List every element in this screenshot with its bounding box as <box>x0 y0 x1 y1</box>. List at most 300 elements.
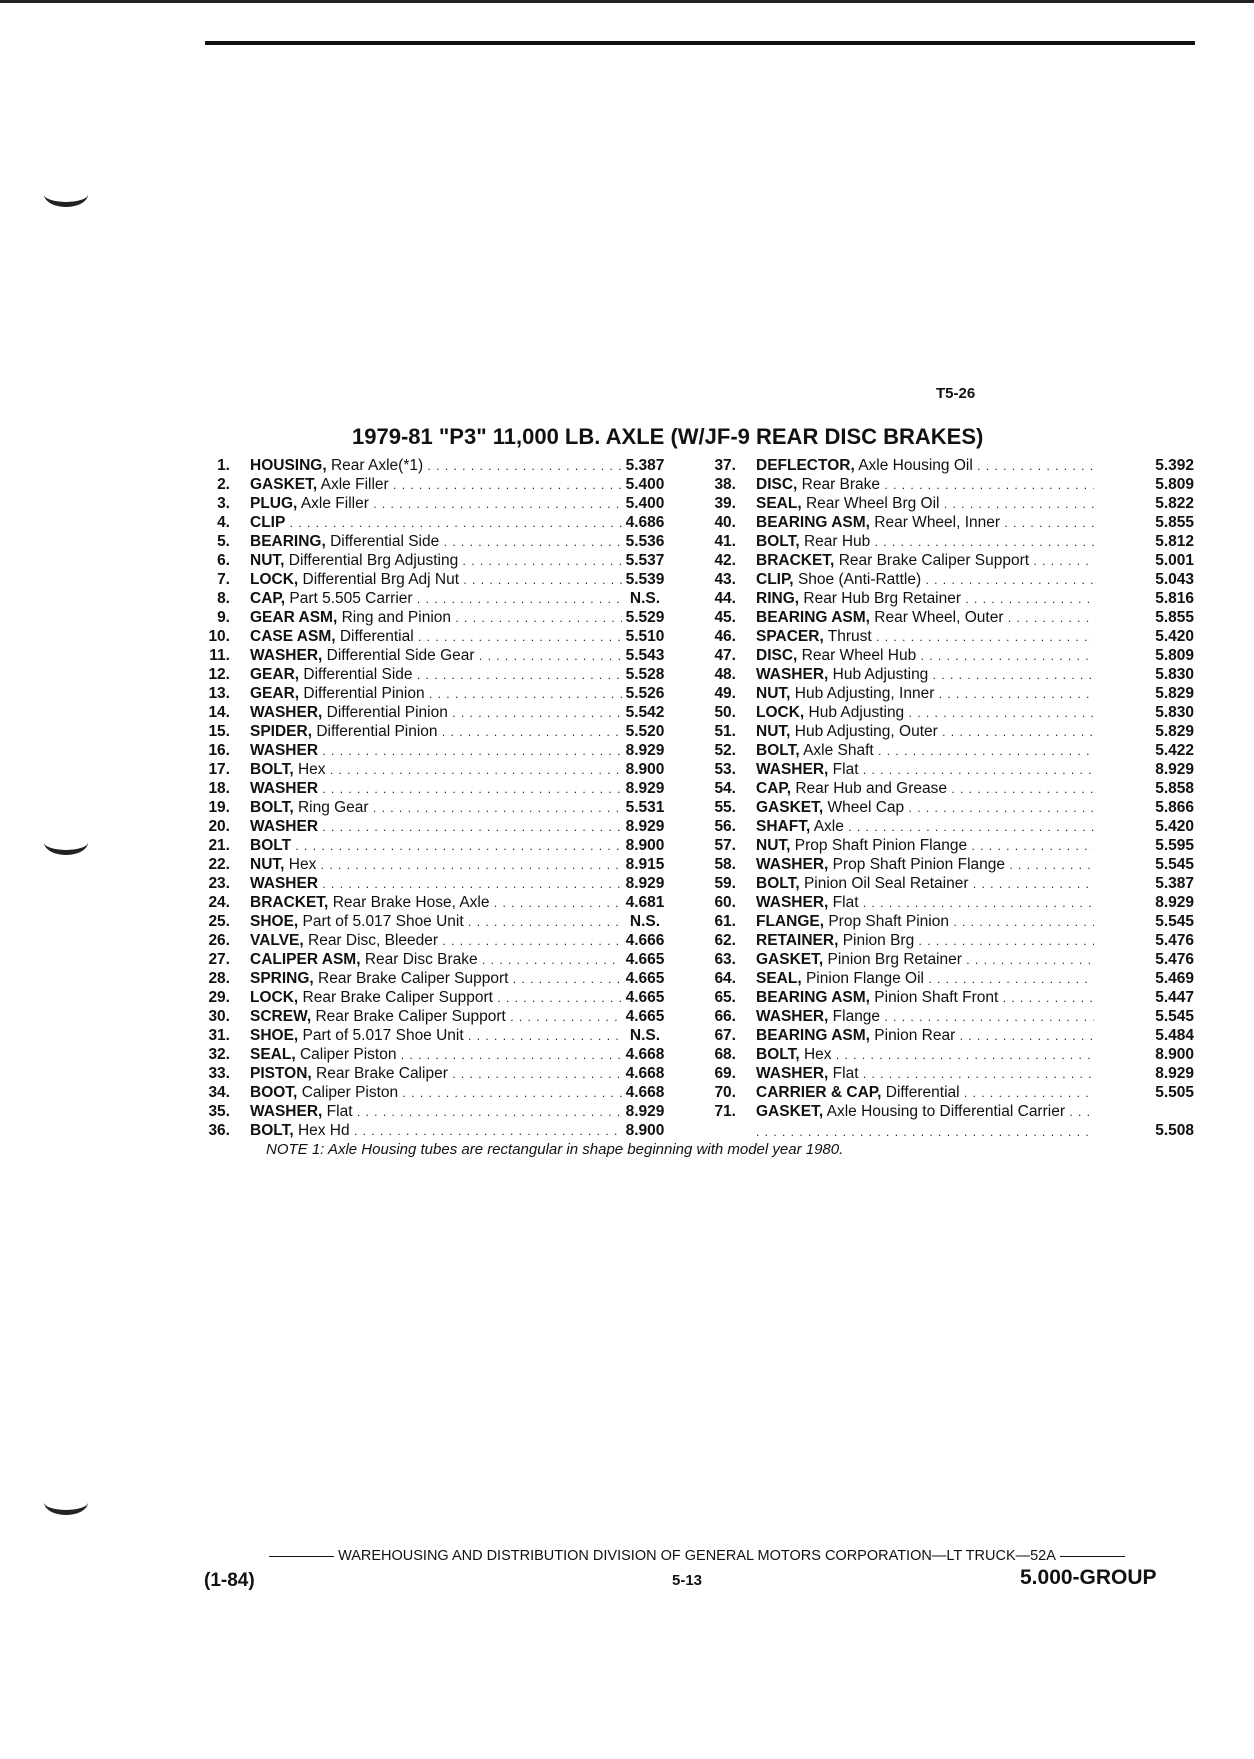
part-description <box>250 646 622 666</box>
part-row <box>200 589 680 608</box>
part-row <box>200 1045 680 1064</box>
part-row <box>200 855 680 874</box>
part-name: WASHER, <box>250 704 323 721</box>
part-description <box>756 513 1094 533</box>
part-row <box>200 703 680 722</box>
part-number: 24. <box>208 894 230 911</box>
part-row <box>706 551 1194 570</box>
part-detail: Thrust <box>827 628 872 645</box>
part-number: 36. <box>208 1122 230 1139</box>
part-name: BOLT, <box>756 742 800 759</box>
part-detail: Differential Side <box>303 666 413 683</box>
part-description <box>756 1007 1094 1027</box>
part-detail: Differential Pinion <box>303 685 425 702</box>
part-detail: Pinion Brg Retainer <box>827 951 962 968</box>
group-number: 5.542 <box>625 704 665 721</box>
part-name: WASHER, <box>756 1065 829 1082</box>
part-description <box>756 836 1094 856</box>
part-name: GASKET, <box>250 476 318 493</box>
group-number: 8.915 <box>625 856 665 873</box>
part-name: DISC, <box>756 647 798 664</box>
group-number: 8.900 <box>1155 1046 1194 1063</box>
part-description <box>756 741 1094 761</box>
part-name: BEARING, <box>250 533 326 550</box>
page-title: 1979-81 "P3" 11,000 LB. AXLE (W/JF-9 REAR DISC BRAKES) <box>352 424 984 449</box>
group-number: 4.668 <box>625 1065 665 1082</box>
part-name: NUT, <box>756 685 791 702</box>
group-number: N.S. <box>629 913 661 930</box>
part-row <box>706 665 1194 684</box>
group-number: 4.681 <box>625 894 665 911</box>
part-name: WASHER, <box>756 856 829 873</box>
part-description <box>250 760 622 780</box>
part-row <box>706 1102 1194 1140</box>
part-description <box>250 912 622 932</box>
part-description <box>756 1026 1094 1046</box>
part-name: NUT, <box>756 837 791 854</box>
part-description <box>756 950 1094 970</box>
punch-mark <box>44 182 88 207</box>
group-number: 5.422 <box>1155 742 1194 759</box>
group-number: 5.536 <box>625 533 665 550</box>
part-name: SHOE, <box>250 1027 299 1044</box>
part-name: BRACKET, <box>250 894 329 911</box>
part-description <box>250 988 622 1008</box>
part-row <box>706 950 1194 969</box>
group-number: 5.595 <box>1155 837 1194 854</box>
part-detail: Axle <box>813 818 844 835</box>
part-name: VALVE, <box>250 932 304 949</box>
part-name: CALIPER ASM, <box>250 951 361 968</box>
part-row <box>200 1026 680 1045</box>
part-name: LOCK, <box>250 989 299 1006</box>
part-row <box>706 570 1194 589</box>
group-number: 5.545 <box>1155 1008 1194 1025</box>
part-description <box>250 1045 622 1065</box>
group-number: 5.387 <box>625 457 665 474</box>
group-number: 5.505 <box>1155 1084 1194 1101</box>
part-name: LOCK, <box>756 704 805 721</box>
part-detail: Caliper Piston <box>301 1084 399 1101</box>
part-row <box>200 817 680 836</box>
part-number: 25. <box>208 913 230 930</box>
part-detail: Shoe (Anti-Rattle) <box>797 571 922 588</box>
part-row <box>200 570 680 589</box>
part-detail: Prop Shaft Pinion <box>828 913 949 930</box>
part-number: 44. <box>714 590 736 607</box>
part-name: DEFLECTOR, <box>756 457 855 474</box>
part-row <box>706 779 1194 798</box>
part-detail: Differential Pinion <box>316 723 438 740</box>
part-number: 1. <box>217 457 230 474</box>
part-detail: Axle Shaft <box>803 742 874 759</box>
part-description <box>756 551 1094 571</box>
part-name: SEAL, <box>250 1046 296 1063</box>
part-number: 39. <box>714 495 736 512</box>
part-description <box>756 589 1094 609</box>
part-number: 26. <box>208 932 230 949</box>
part-detail: Rear Brake Caliper Support <box>315 1008 506 1025</box>
group-number: 8.929 <box>625 1103 665 1120</box>
group-number: 5.447 <box>1155 989 1194 1006</box>
part-name: BOLT, <box>756 533 800 550</box>
part-detail: Pinion Flange Oil <box>805 970 925 987</box>
part-number: 5. <box>217 533 230 550</box>
part-description <box>756 1064 1094 1084</box>
part-number: 12. <box>208 666 230 683</box>
part-detail: Hex <box>297 761 326 778</box>
part-description <box>756 684 1094 704</box>
part-number: 11. <box>209 647 230 664</box>
part-number: 19. <box>208 799 230 816</box>
group-number: 5.537 <box>625 552 665 569</box>
part-row <box>200 931 680 950</box>
part-description <box>250 627 622 647</box>
group-number: 5.855 <box>1155 514 1194 531</box>
part-row <box>200 1083 680 1102</box>
part-detail: Rear Brake Caliper <box>316 1065 448 1082</box>
part-number: 43. <box>714 571 736 588</box>
part-detail: Rear Hub Brg Retainer <box>803 590 962 607</box>
part-description <box>756 608 1094 628</box>
group-number: 5.510 <box>625 628 665 645</box>
group-number: 5.816 <box>1155 590 1194 607</box>
header-rule <box>205 41 1195 45</box>
group-number: 4.665 <box>625 1008 665 1025</box>
group-number: 5.520 <box>625 723 665 740</box>
part-number: 62. <box>714 932 736 949</box>
group-number: 8.900 <box>625 837 665 854</box>
part-name: CASE ASM, <box>250 628 336 645</box>
part-description <box>756 893 1094 913</box>
part-description <box>250 608 622 628</box>
part-name: CLIP, <box>756 571 794 588</box>
part-number: 63. <box>714 951 736 968</box>
part-name: RETAINER, <box>756 932 839 949</box>
part-number: 20. <box>208 818 230 835</box>
part-detail: Rear Wheel Brg Oil <box>805 495 940 512</box>
page-number: 5-13 <box>672 1572 703 1589</box>
group-number: 4.666 <box>625 932 665 949</box>
group-number: 4.665 <box>625 970 665 987</box>
part-detail: Hub Adjusting, Outer <box>794 723 938 740</box>
part-name: WASHER, <box>756 894 829 911</box>
part-row <box>706 627 1194 646</box>
part-description <box>756 665 1094 685</box>
part-detail: Rear Brake Caliper Support <box>318 970 509 987</box>
group-number: 5.526 <box>625 685 665 702</box>
part-name: SEAL, <box>756 495 802 512</box>
part-description <box>756 969 1094 989</box>
part-name: GASKET, <box>756 799 824 816</box>
part-description <box>250 589 622 609</box>
part-detail: Ring Gear <box>297 799 369 816</box>
part-number: 32. <box>208 1046 230 1063</box>
group-number: 5.809 <box>1155 476 1194 493</box>
part-detail: Rear Brake Hose, Axle <box>332 894 490 911</box>
part-description <box>756 931 1094 951</box>
part-description <box>756 703 1094 723</box>
part-row <box>200 627 680 646</box>
part-detail: Hex <box>803 1046 832 1063</box>
part-row <box>706 703 1194 722</box>
group-number: 5.858 <box>1155 780 1194 797</box>
part-number: 2. <box>217 476 230 493</box>
part-row <box>200 722 680 741</box>
part-number: 64. <box>714 970 736 987</box>
group-number: 5.392 <box>1155 457 1194 474</box>
part-description <box>250 703 622 723</box>
part-description <box>756 456 1094 476</box>
page-top-edge <box>0 0 1254 3</box>
part-name: HOUSING, <box>250 457 327 474</box>
part-name: SHAFT, <box>756 818 811 835</box>
part-description <box>756 817 1094 837</box>
group-number: 5.400 <box>625 476 665 493</box>
group-number: 5.545 <box>1155 856 1194 873</box>
group-number: 8.929 <box>625 742 665 759</box>
part-number: 27. <box>208 951 230 968</box>
part-name: SHOE, <box>250 913 299 930</box>
diagram-reference: T5-26 <box>936 385 976 402</box>
part-description <box>250 931 622 951</box>
part-detail: Rear Wheel, Outer <box>874 609 1004 626</box>
part-description <box>250 950 622 970</box>
part-number: 70. <box>714 1084 736 1101</box>
part-row <box>200 665 680 684</box>
part-detail: Rear Hub <box>803 533 871 550</box>
part-name: NUT, <box>756 723 791 740</box>
part-detail: Axle Filler <box>300 495 369 512</box>
part-detail: Flat <box>832 1065 859 1082</box>
group-number: 8.929 <box>1155 761 1194 778</box>
part-row <box>200 532 680 551</box>
part-detail: Hex Hd <box>297 1122 350 1139</box>
group-number: 8.929 <box>1155 894 1194 911</box>
part-name: SCREW, <box>250 1008 312 1025</box>
part-number: 60. <box>714 894 736 911</box>
part-detail: Differential Brg Adj Nut <box>302 571 460 588</box>
group-number: 8.929 <box>625 818 665 835</box>
part-name: RING, <box>756 590 800 607</box>
part-detail: Rear Disc Brake <box>364 951 478 968</box>
part-number: 55. <box>714 799 736 816</box>
group-number: 5.822 <box>1155 495 1194 512</box>
part-detail: Rear Wheel Hub <box>801 647 917 664</box>
part-name: BOLT, <box>250 1122 294 1139</box>
group-number: 5.855 <box>1155 609 1194 626</box>
part-detail: Axle Filler <box>320 476 389 493</box>
part-row <box>200 456 680 475</box>
part-name: DISC, <box>756 476 798 493</box>
group-number: 5.545 <box>1155 913 1194 930</box>
part-description <box>756 912 1094 932</box>
parts-list-right <box>706 456 1194 1140</box>
part-row <box>706 608 1194 627</box>
part-detail: Rear Brake Caliper Support <box>302 989 493 1006</box>
part-name: CARRIER & CAP, <box>756 1084 882 1101</box>
part-number: 66. <box>714 1008 736 1025</box>
part-description <box>250 532 622 552</box>
part-name: GASKET, <box>756 951 824 968</box>
group-number: 5.420 <box>1155 818 1194 835</box>
part-name: NUT, <box>250 552 285 569</box>
part-name: BEARING ASM, <box>756 514 870 531</box>
part-number: 4. <box>217 514 230 531</box>
part-number: 54. <box>714 780 736 797</box>
part-name: WASHER, <box>756 761 829 778</box>
part-name: GEAR ASM, <box>250 609 338 626</box>
part-description <box>756 798 1094 818</box>
part-name: NUT, <box>250 856 285 873</box>
part-name: SPRING, <box>250 970 314 987</box>
part-name: WASHER <box>250 742 319 759</box>
part-detail: Flange <box>832 1008 881 1025</box>
part-number: 13. <box>208 685 230 702</box>
part-number: 33. <box>208 1065 230 1082</box>
part-row <box>200 893 680 912</box>
part-detail: Differential Pinion <box>326 704 448 721</box>
part-number: 21. <box>208 837 230 854</box>
part-description <box>250 798 622 818</box>
group-number: 5.829 <box>1155 723 1194 740</box>
punch-mark <box>44 830 88 855</box>
part-row <box>706 969 1194 988</box>
part-name: BEARING ASM, <box>756 609 870 626</box>
part-description <box>250 684 622 704</box>
footer-division: WAREHOUSING AND DISTRIBUTION DIVISION OF GENERAL MOTORS CORPORATION—LT TRUCK—52A <box>222 1548 1172 1564</box>
part-row <box>200 874 680 893</box>
part-row <box>706 988 1194 1007</box>
part-name: SPIDER, <box>250 723 313 740</box>
part-row <box>706 722 1194 741</box>
part-description <box>250 570 622 590</box>
part-description <box>756 722 1094 742</box>
group-number: 5.531 <box>625 799 665 816</box>
part-number: 16. <box>208 742 230 759</box>
part-detail: Part of 5.017 Shoe Unit <box>302 1027 464 1044</box>
part-detail: Axle Housing to Differential Carrier <box>826 1103 1065 1120</box>
part-description <box>756 1102 1094 1140</box>
part-name: WASHER, <box>250 1103 323 1120</box>
group-number: 8.929 <box>625 875 665 892</box>
part-row <box>706 513 1194 532</box>
part-description <box>250 1102 622 1122</box>
part-number: 35. <box>208 1103 230 1120</box>
part-number: 48. <box>714 666 736 683</box>
part-detail: Pinion Oil Seal Retainer <box>803 875 969 892</box>
part-row <box>706 798 1194 817</box>
part-description <box>250 494 622 514</box>
part-name: LOCK, <box>250 571 299 588</box>
part-description <box>756 570 1094 590</box>
group-number: 4.668 <box>625 1046 665 1063</box>
part-description <box>250 456 622 476</box>
part-name: BOLT, <box>250 799 294 816</box>
part-row <box>200 608 680 627</box>
group-number: 5.543 <box>625 647 665 664</box>
part-name: CAP, <box>756 780 792 797</box>
part-row <box>706 741 1194 760</box>
part-description <box>756 874 1094 894</box>
part-detail: Hub Adjusting <box>832 666 929 683</box>
part-row <box>706 646 1194 665</box>
part-row <box>200 798 680 817</box>
part-detail: Rear Brake <box>801 476 881 493</box>
part-number: 30. <box>208 1008 230 1025</box>
part-name: WASHER, <box>756 1008 829 1025</box>
group-number: 8.929 <box>1155 1065 1194 1082</box>
part-row <box>706 874 1194 893</box>
part-number: 40. <box>714 514 736 531</box>
group-number: 4.668 <box>625 1084 665 1101</box>
part-description <box>250 551 622 571</box>
part-row <box>706 684 1194 703</box>
group-number: 4.665 <box>625 989 665 1006</box>
part-row <box>200 1064 680 1083</box>
group-number: N.S. <box>629 1027 661 1044</box>
part-number: 53. <box>714 761 736 778</box>
part-row <box>200 836 680 855</box>
part-name: BOLT, <box>756 1046 800 1063</box>
part-number: 22. <box>208 856 230 873</box>
group-number: 5.476 <box>1155 951 1194 968</box>
part-number: 50. <box>714 704 736 721</box>
group-number: N.S. <box>629 590 661 607</box>
part-row <box>200 988 680 1007</box>
part-detail: Flat <box>326 1103 353 1120</box>
part-row <box>706 1007 1194 1026</box>
part-description <box>250 665 622 685</box>
part-name: PISTON, <box>250 1065 312 1082</box>
part-number: 7. <box>217 571 230 588</box>
group-number: 5.809 <box>1155 647 1194 664</box>
group-number: 5.476 <box>1155 932 1194 949</box>
part-description <box>250 722 622 742</box>
part-name: BOLT, <box>756 875 800 892</box>
part-detail: Differential Side Gear <box>326 647 475 664</box>
part-description <box>250 969 622 989</box>
part-detail: Wheel Cap <box>827 799 905 816</box>
part-detail: Part of 5.017 Shoe Unit <box>302 913 464 930</box>
part-description <box>756 646 1094 666</box>
part-description <box>250 1121 622 1141</box>
part-name: CAP, <box>250 590 286 607</box>
part-description <box>756 988 1094 1008</box>
group-number: 5.043 <box>1155 571 1194 588</box>
group-number: 5.529 <box>625 609 665 626</box>
group-number: 5.528 <box>625 666 665 683</box>
part-description <box>250 1064 622 1084</box>
part-number: 52. <box>714 742 736 759</box>
part-row <box>706 456 1194 475</box>
part-row <box>706 1026 1194 1045</box>
part-number: 56. <box>714 818 736 835</box>
part-name: WASHER <box>250 780 319 797</box>
group-number: 5.387 <box>1155 875 1194 892</box>
part-number: 31. <box>208 1027 230 1044</box>
part-name: BEARING ASM, <box>756 989 870 1006</box>
part-number: 71. <box>714 1103 736 1120</box>
part-number: 57. <box>714 837 736 854</box>
part-number: 61. <box>714 913 736 930</box>
parts-list-left <box>200 456 680 1140</box>
part-row <box>706 494 1194 513</box>
part-number: 18. <box>208 780 230 797</box>
part-description <box>250 779 622 799</box>
part-detail: Differential <box>339 628 414 645</box>
part-name: CLIP <box>250 514 286 531</box>
